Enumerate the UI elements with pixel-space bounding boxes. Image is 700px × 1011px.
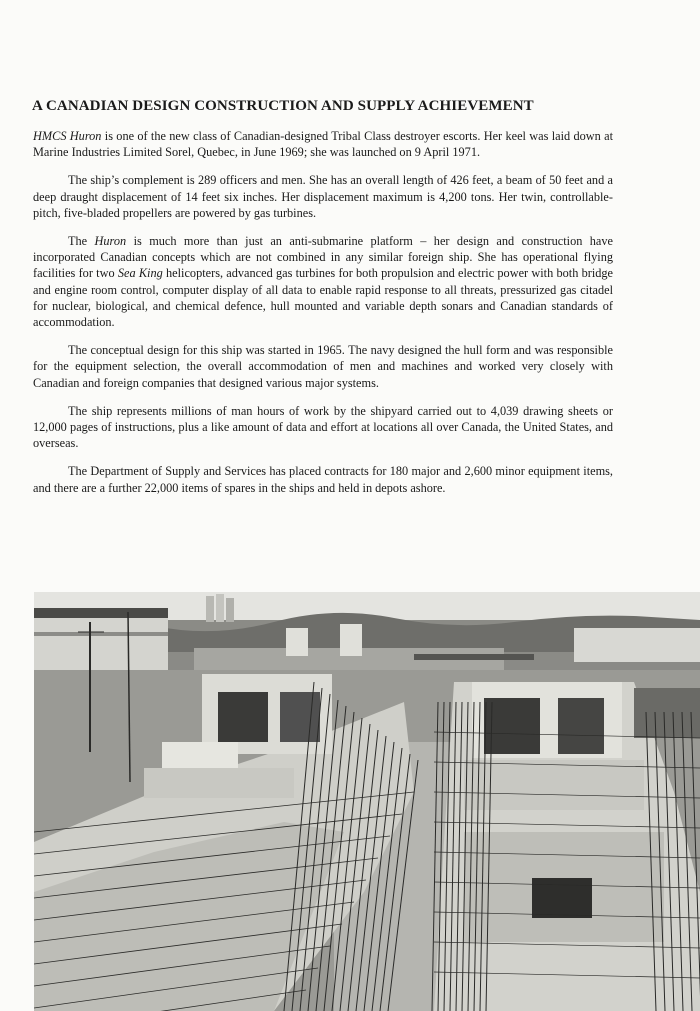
shipyard-photograph — [34, 592, 700, 1011]
shipyard-photo-illustration — [34, 592, 700, 1011]
ship-name-italic-2: Huron — [94, 234, 127, 249]
photo-shed-roof — [34, 608, 168, 618]
photo-left-hangar-door — [280, 692, 320, 742]
ship-name-italic: HMCS Huron — [33, 129, 102, 143]
photo-funnel — [340, 624, 362, 656]
photo-windows — [414, 654, 534, 660]
paragraph-3-text-b: is much more than just an anti-submarine platform – her design and construction have incorporated Canadian concepts which are not combined in any similar foreign ship. She has operational flying facilities for two — [33, 234, 613, 281]
photo-silo — [216, 594, 224, 622]
paragraph-3-text-a: The — [68, 234, 95, 249]
photo-right-building — [634, 688, 700, 738]
photo-shed-left — [34, 608, 168, 678]
photo-silo — [206, 596, 214, 622]
photo-shed-right — [574, 628, 700, 662]
paragraph-1 — [33, 128, 613, 160]
paragraph-6: The Department of Supply and Services has placed contracts for 180 major and 2,600 minor equipment items, and there are a further 22,000 items of spares in the ships and held in depots ashore. — [33, 464, 613, 495]
paragraph-3 — [33, 233, 613, 330]
photo-right-hatch — [532, 878, 592, 918]
paragraph-5: The ship represents millions of man hours of work by the shipyard carried out to 4,039 drawing sheets or 12,000 pages of instructions, plus a like amount of data and effort at locations all over Canada, the United States, and overseas. — [33, 403, 613, 451]
photo-funnel — [286, 628, 308, 656]
photo-left-superstructure — [144, 768, 294, 798]
photo-right-hangar-door — [558, 698, 604, 754]
article-body — [33, 128, 613, 508]
photo-silo — [226, 598, 234, 622]
photo-left-hangar-door — [218, 692, 268, 742]
photo-shed-stripe — [34, 632, 168, 636]
helicopter-name-italic: Sea King — [117, 266, 163, 281]
paragraph-3-text-c: helicopters, advanced gas turbines for both propulsion and electric power with both bridge and engine room control, computer display of all data to enable rapid response to all threats, pressurized gas citadel for nuclear, biological, and chemical defence, hull mounted and variable depth sonars and Canadian standards of accommodation. — [33, 266, 614, 330]
paragraph-1-text: is one of the new class of Canadian-designed Tribal Class destroyer escorts. Her keel was laid down at Marine Industries Limited Sorel, Quebec, in June 1969; she was launched on 9 April 1971. — [33, 129, 613, 160]
page-heading: A CANADIAN DESIGN CONSTRUCTION AND SUPPLY ACHIEVEMENT — [32, 98, 534, 114]
paragraph-4: The conceptual design for this ship was started in 1965. The navy designed the hull form and was responsible for the equipment selection, the overall accommodation of men and machines and worked very closely with Canadian and foreign companies that designed various major systems. — [33, 343, 613, 390]
paragraph-2: The ship’s complement is 289 officers and men. She has an overall length of 426 feet, a beam of 50 feet and a deep draught displacement of 14 feet six inches. Her displacement maximum is 4,200 tons. Her twin, controllable-pitch, five-bladed propellers are powered by gas turbines. — [33, 173, 613, 220]
